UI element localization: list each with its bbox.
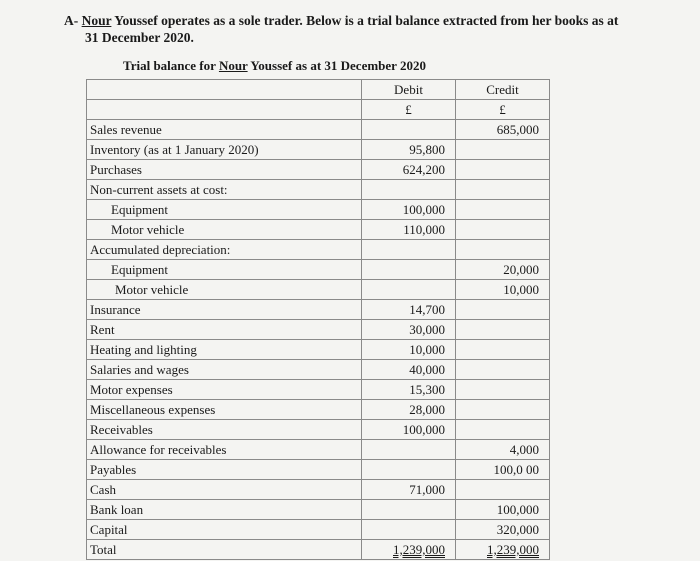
credit-unit: £ bbox=[456, 100, 550, 120]
row-credit: 4,000 bbox=[456, 440, 550, 460]
question-line1: Youssef operates as a sole trader. Below is a trial balance extracted from her books as at bbox=[111, 13, 619, 28]
table-row bbox=[87, 160, 550, 180]
row-debit bbox=[362, 460, 456, 480]
total-debit bbox=[362, 540, 456, 560]
row-credit bbox=[456, 400, 550, 420]
row-label: Rent bbox=[87, 320, 362, 340]
header-row bbox=[87, 80, 550, 100]
row-debit bbox=[362, 520, 456, 540]
table-row bbox=[87, 140, 550, 160]
table-row bbox=[87, 360, 550, 380]
row-debit bbox=[362, 280, 456, 300]
row-label: Payables bbox=[87, 460, 362, 480]
row-debit: 15,300 bbox=[362, 380, 456, 400]
table-row bbox=[87, 480, 550, 500]
row-credit bbox=[456, 300, 550, 320]
row-debit bbox=[362, 440, 456, 460]
row-credit bbox=[456, 160, 550, 180]
table-row bbox=[87, 220, 550, 240]
row-credit: 685,000 bbox=[456, 120, 550, 140]
row-debit: 100,000 bbox=[362, 200, 456, 220]
row-debit: 10,000 bbox=[362, 340, 456, 360]
table-row bbox=[87, 120, 550, 140]
table-row bbox=[87, 500, 550, 520]
row-credit bbox=[456, 220, 550, 240]
row-debit: 14,700 bbox=[362, 300, 456, 320]
title-name: Nour bbox=[218, 58, 248, 73]
row-debit: 95,800 bbox=[362, 140, 456, 160]
question-heading bbox=[64, 12, 684, 46]
row-label: Total bbox=[87, 540, 362, 560]
credit-header: Credit bbox=[456, 80, 550, 100]
trial-balance-table bbox=[86, 79, 550, 560]
table-row bbox=[87, 340, 550, 360]
title-before: Trial balance for bbox=[123, 58, 219, 73]
row-label: Equipment bbox=[87, 200, 362, 220]
row-debit: 624,200 bbox=[362, 160, 456, 180]
row-label: Motor vehicle bbox=[87, 280, 362, 300]
total-credit-value: 1,239,000 bbox=[487, 542, 539, 557]
total-row bbox=[87, 540, 550, 560]
table-row bbox=[87, 260, 550, 280]
row-debit bbox=[362, 120, 456, 140]
row-label: Motor expenses bbox=[87, 380, 362, 400]
row-label: Heating and lighting bbox=[87, 340, 362, 360]
row-debit bbox=[362, 500, 456, 520]
row-label: Cash bbox=[87, 480, 362, 500]
unit-row bbox=[87, 100, 550, 120]
row-label: Accumulated depreciation: bbox=[87, 240, 362, 260]
row-credit: 10,000 bbox=[456, 280, 550, 300]
row-credit bbox=[456, 380, 550, 400]
title-after: Youssef as at 31 December 2020 bbox=[247, 58, 426, 73]
row-label: Capital bbox=[87, 520, 362, 540]
table-row bbox=[87, 380, 550, 400]
header-blank bbox=[87, 80, 362, 100]
table-row bbox=[87, 280, 550, 300]
question-line2: 31 December 2020. bbox=[85, 30, 194, 45]
trial-balance-title bbox=[123, 58, 426, 74]
unit-blank bbox=[87, 100, 362, 120]
table-row bbox=[87, 300, 550, 320]
row-label: Insurance bbox=[87, 300, 362, 320]
row-credit bbox=[456, 140, 550, 160]
row-debit: 71,000 bbox=[362, 480, 456, 500]
row-debit bbox=[362, 240, 456, 260]
question-prefix: A- bbox=[64, 13, 82, 28]
row-credit bbox=[456, 200, 550, 220]
row-credit bbox=[456, 320, 550, 340]
table-row bbox=[87, 400, 550, 420]
row-label: Motor vehicle bbox=[87, 220, 362, 240]
row-credit bbox=[456, 480, 550, 500]
row-credit: 320,000 bbox=[456, 520, 550, 540]
row-credit bbox=[456, 340, 550, 360]
row-debit: 40,000 bbox=[362, 360, 456, 380]
row-label: Inventory (as at 1 January 2020) bbox=[87, 140, 362, 160]
row-debit: 30,000 bbox=[362, 320, 456, 340]
row-debit: 100,000 bbox=[362, 420, 456, 440]
row-label: Allowance for receivables bbox=[87, 440, 362, 460]
table-row bbox=[87, 240, 550, 260]
row-debit bbox=[362, 180, 456, 200]
row-label: Non-current assets at cost: bbox=[87, 180, 362, 200]
table-row bbox=[87, 200, 550, 220]
row-label: Purchases bbox=[87, 160, 362, 180]
row-credit bbox=[456, 240, 550, 260]
row-label: Equipment bbox=[87, 260, 362, 280]
total-debit-value: 1,239,000 bbox=[393, 542, 445, 557]
row-debit bbox=[362, 260, 456, 280]
row-label: Sales revenue bbox=[87, 120, 362, 140]
row-credit: 100,000 bbox=[456, 500, 550, 520]
debit-header: Debit bbox=[362, 80, 456, 100]
row-label: Miscellaneous expenses bbox=[87, 400, 362, 420]
debit-unit: £ bbox=[362, 100, 456, 120]
row-credit bbox=[456, 360, 550, 380]
row-credit bbox=[456, 420, 550, 440]
total-credit bbox=[456, 540, 550, 560]
row-credit bbox=[456, 180, 550, 200]
row-credit: 100,0 00 bbox=[456, 460, 550, 480]
row-label: Salaries and wages bbox=[87, 360, 362, 380]
row-debit: 110,000 bbox=[362, 220, 456, 240]
table-row bbox=[87, 320, 550, 340]
row-credit: 20,000 bbox=[456, 260, 550, 280]
row-debit: 28,000 bbox=[362, 400, 456, 420]
question-name: Nour bbox=[81, 13, 112, 28]
row-label: Bank loan bbox=[87, 500, 362, 520]
table-row bbox=[87, 420, 550, 440]
table-row bbox=[87, 440, 550, 460]
table-row bbox=[87, 520, 550, 540]
row-label: Receivables bbox=[87, 420, 362, 440]
table-row bbox=[87, 180, 550, 200]
table-row bbox=[87, 460, 550, 480]
